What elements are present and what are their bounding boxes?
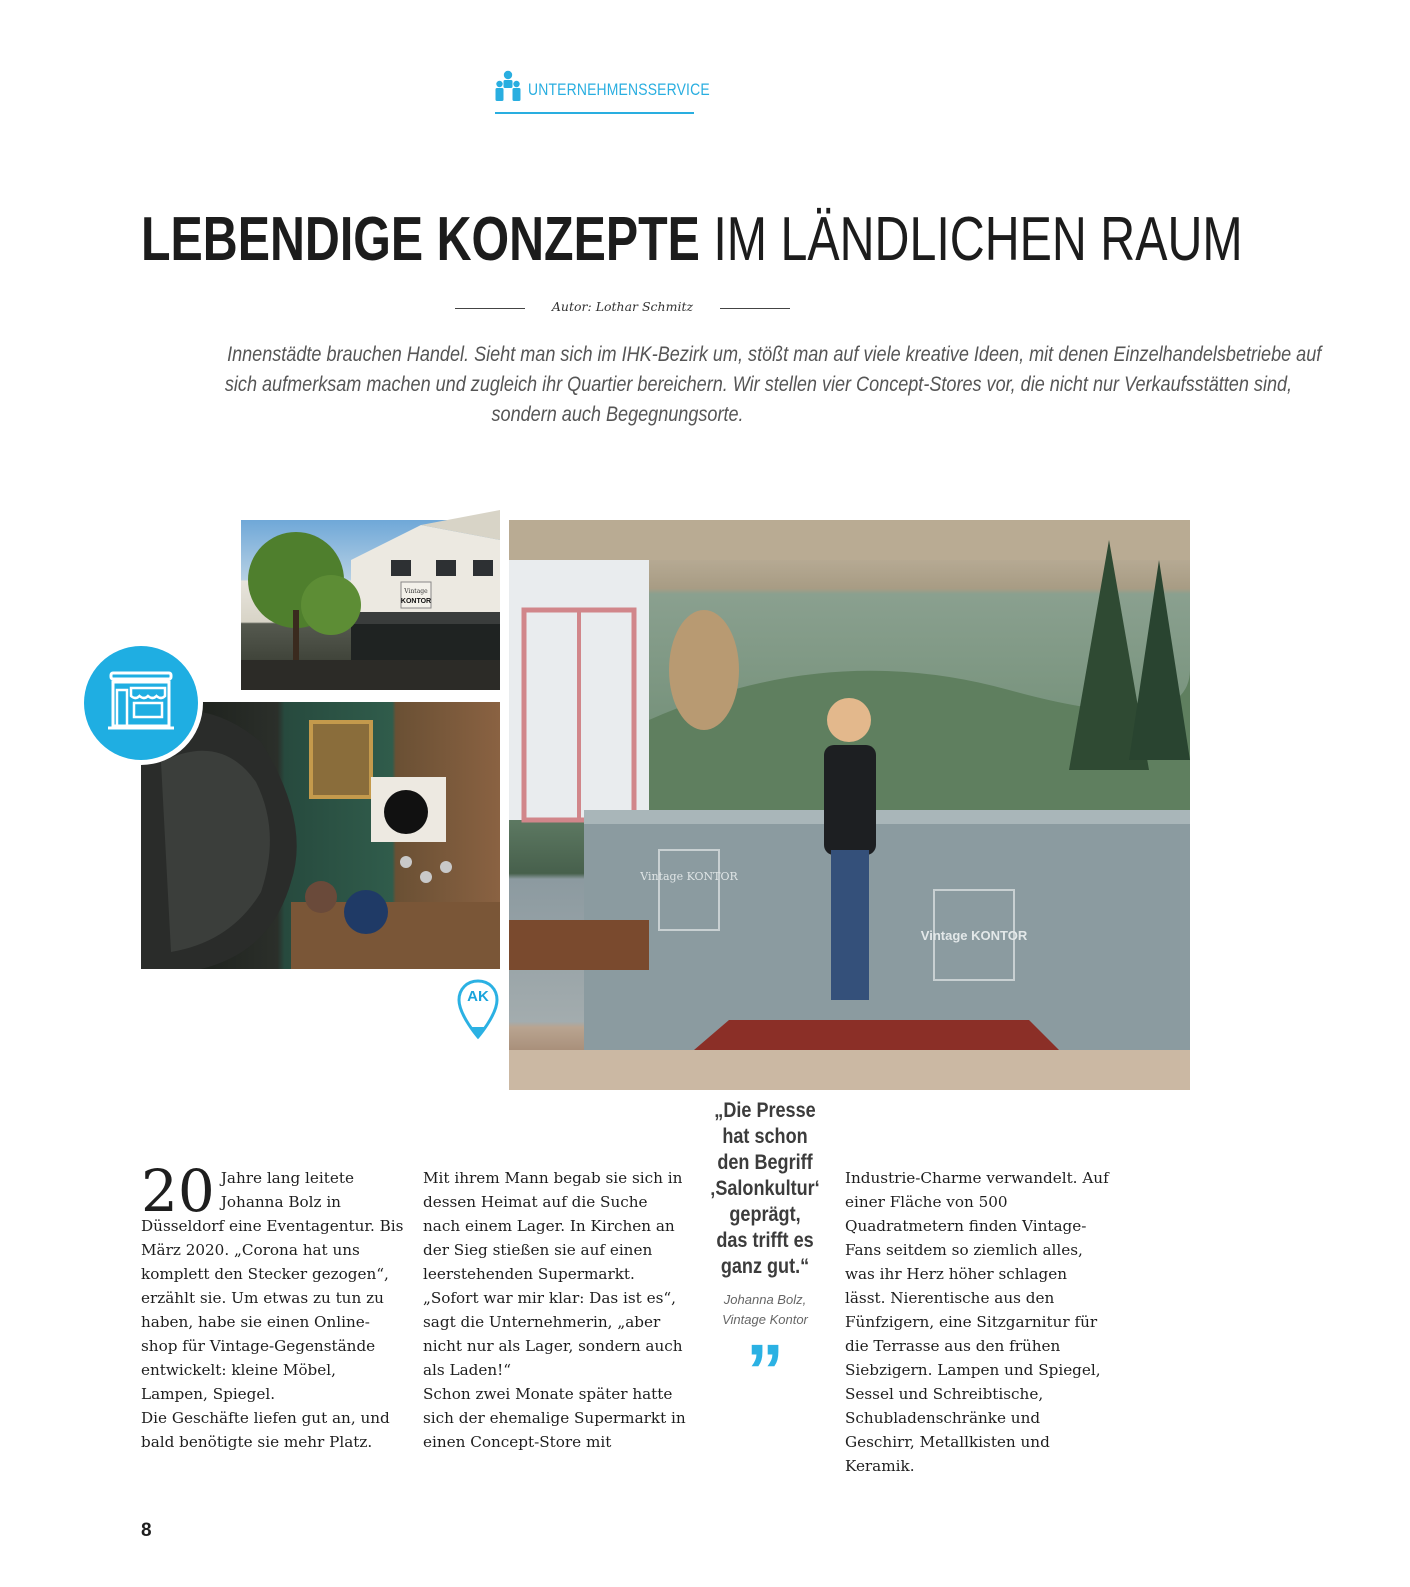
body-paragraph: Die Geschäfte liefen gut an, und bald benötigte sie mehr Platz. — [141, 1409, 390, 1451]
counter-sign-right: Vintage KONTOR — [920, 928, 1028, 943]
store-icon — [84, 646, 198, 760]
pull-quote-text: „Die Presse hat schon den Begriff ‚Salonkultur‘ geprägt, das trifft es ganz gut.“ — [710, 1099, 820, 1278]
body-paragraph: Mit ihrem Mann begab sie sich in dessen Heimat auf die Suche nach einem Lager. In Kirchen an der Sieg stießen sie auf einen leerstehenden Supermarkt. „Sofort war mir klar: Das ist es“, sagt die Unternehmerin, „aber nicht nur als Lager, sondern auch als Laden!“ — [423, 1169, 683, 1379]
pull-quote-source: Johanna Bolz, Vintage Kontor — [722, 1292, 808, 1327]
page-number: 8 — [141, 1520, 152, 1541]
body-paragraph: Industrie-Charme verwandelt. Auf einer Fläche von 500 Quadratmetern finden Vintage-Fans seitdem so ziemlich alles, was ihr Herz höher schlagen lässt. Nierentische aus den Fünfzigern, eine Sitzgarnitur für die Terrasse aus den frühen Siebzigern. Lampen und Spiegel, Sessel und Schreibtische, Schubladenschränke und Geschirr, Metallkisten und Keramik. — [845, 1169, 1109, 1475]
interior-photo — [509, 520, 1190, 1090]
interior-illustration — [509, 520, 1190, 1090]
svg-text:KONTOR: KONTOR — [400, 598, 432, 605]
lead-paragraph — [138, 340, 1322, 430]
section-underline — [495, 112, 694, 114]
body-column-2 — [423, 1166, 688, 1454]
storefront-photo — [241, 520, 500, 690]
counter-sign-left: Vintage KONTOR — [640, 870, 738, 883]
section-tag — [495, 68, 710, 116]
storefront-illustration — [241, 520, 500, 690]
store-badge-fill — [84, 646, 198, 760]
body-column-1 — [141, 1157, 406, 1454]
store-badge — [79, 641, 203, 765]
body-paragraph: Jahre lang leitete Johanna Bolz in Düsseldorf eine Eventagentur. Bis März 2020. „Corona hat uns komplett den Stecker gezogen“, erzählt sie. Um etwas zu tun zu haben, habe sie einen Online-shop für Vintage-Gegenstände entwickelt: kleine Möbel, Lampen, Spiegel. — [141, 1169, 404, 1403]
lead-line: sondern auch Begegnungsorte. — [491, 403, 745, 426]
drop-cap: 20 — [141, 1157, 215, 1225]
author-name: Autor: Lothar Schmitz — [551, 299, 694, 314]
author-byline — [455, 297, 790, 319]
location-pin — [457, 979, 499, 1041]
author-rule-left — [455, 308, 525, 309]
lead-line: sich aufmerksam machen und zugleich ihr Quartier bereichern. Wir stellen vier Concept-Stores vor, die nicht nur Verkaufsstätten sind, — [224, 373, 1293, 396]
quote-mark-icon: ” — [746, 1329, 784, 1414]
section-label: UNTERNEHMENSSERVICE — [528, 80, 710, 99]
page-title — [141, 200, 1243, 280]
pin-label: AK — [467, 988, 489, 1005]
body-column-3 — [845, 1166, 1110, 1478]
people-icon — [495, 70, 521, 102]
body-paragraph: Schon zwei Monate später hatte sich der ehemalige Supermarkt in einen Concept-Store mit — [423, 1385, 686, 1451]
pull-quote — [700, 1098, 830, 1414]
title-light: IM LÄNDLICHEN RAUM — [699, 205, 1243, 274]
title-bold: LEBENDIGE KONZEPTE — [141, 205, 700, 274]
svg-text:Vintage: Vintage — [404, 588, 428, 595]
lead-line: Innenstädte brauchen Handel. Sieht man sich im IHK-Bezirk um, stößt man auf viele kreative Ideen, mit denen Einzelhandelsbetriebe auf — [227, 343, 1322, 366]
author-rule-right — [720, 308, 790, 309]
